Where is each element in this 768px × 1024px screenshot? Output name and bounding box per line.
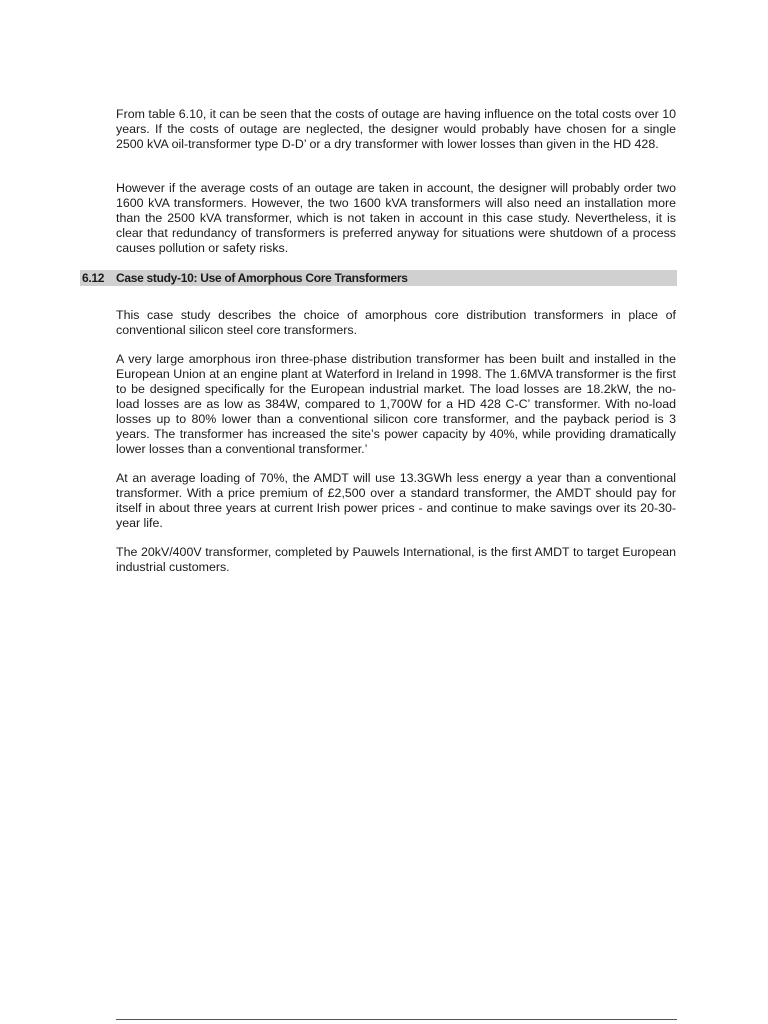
body-paragraph: The 20kV/400V transformer, completed by Pauwels International, is the first AMDT to target European industrial customers. (116, 545, 676, 574)
body-paragraph: From table 6.10, it can be seen that the costs of outage are having influence on the total costs over 10 years. If the costs of outage are neglected, the designer would probably have chosen for a single 2500 kVA oil-transformer type D-D’ or a dry transformer with lower losses than given in the HD 428. (116, 107, 676, 151)
body-paragraph: At an average loading of 70%, the AMDT will use 13.3GWh less energy a year than a conventional transformer. With a price premium of £2,500 over a standard transformer, the AMDT should pay for itself in about three years at current Irish power prices - and continue to make savings over its 20-30-year life. (116, 471, 676, 530)
section-title: Case study-10: Use of Amorphous Core Transformers (116, 271, 408, 285)
footer-divider (116, 1019, 677, 1020)
body-paragraph: This case study describes the choice of amorphous core distribution transformers in place of conventional silicon steel core transformers. (116, 308, 676, 337)
body-paragraph: However if the average costs of an outage are taken in account, the designer will probably order two 1600 kVA transformers. However, the two 1600 kVA transformers will also need an installation more than the 2500 kVA transformer, which is not taken in account in this case study. Nevertheless, it is clear that redundancy of transformers is preferred anyway for situations were shutdown of a process causes pollution or safety risks. (116, 181, 676, 255)
body-paragraph: A very large amorphous iron three-phase distribution transformer has been built and installed in the European Union at an engine plant at Waterford in Ireland in 1998. The 1.6MVA transformer is the first to be designed specifically for the European industrial market. The load losses are 18.2kW, the no-load losses are as low as 384W, compared to 1,700W for a HD 428 C-C’ transformer. With no-load losses up to 80% lower than a conventional silicon core transformer, and the payback period is 3 years. The transformer has increased the site’s power capacity by 40%, while providing dramatically lower losses than a conventional transformer.’ (116, 352, 676, 456)
section-heading (80, 270, 677, 286)
section-number: 6.12 (82, 271, 105, 285)
